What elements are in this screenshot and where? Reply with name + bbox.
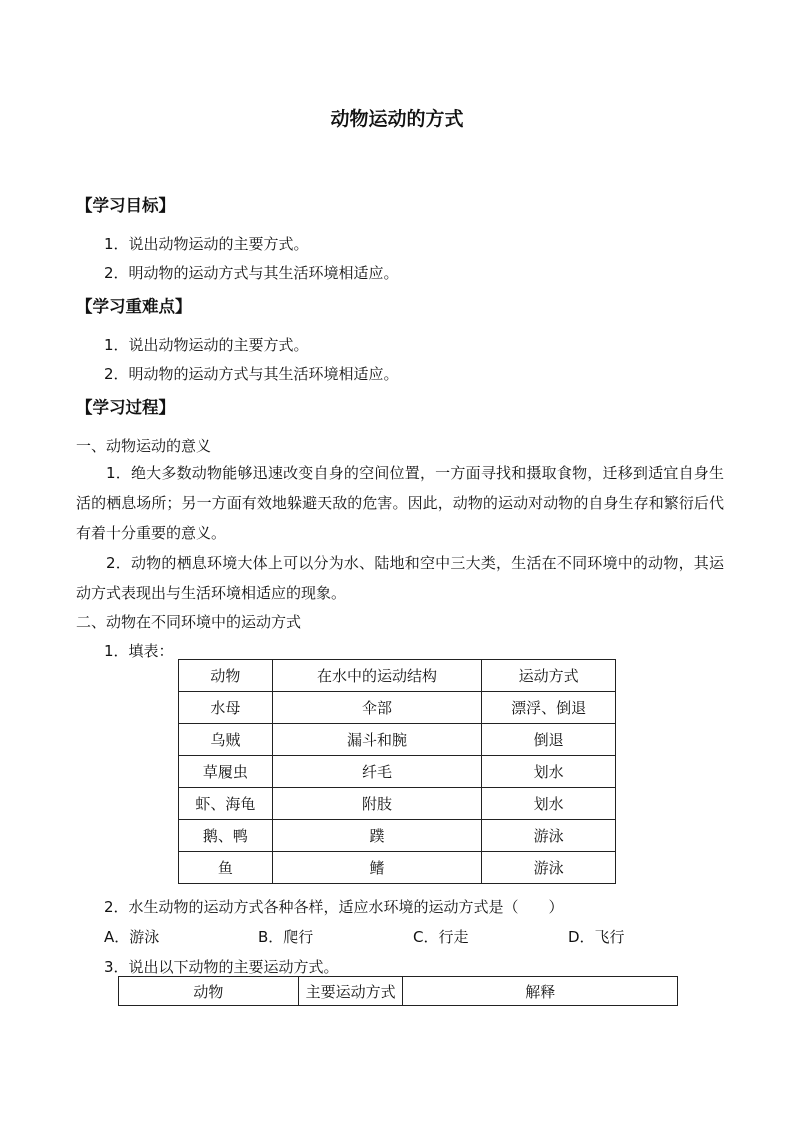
motion-explanation-table <box>118 976 678 1006</box>
table-header-cell: 运动方式 <box>482 660 616 692</box>
table-cell: 蹼 <box>272 820 481 852</box>
table-cell: 虾、海龟 <box>179 788 273 820</box>
table-header-cell: 动物 <box>179 660 273 692</box>
table-cell: 鳍 <box>272 852 481 884</box>
table-row <box>179 724 616 756</box>
table-header-row <box>119 977 678 1006</box>
table-cell: 划水 <box>482 756 616 788</box>
part2-title: 二、动物在不同环境中的运动方式 <box>76 613 302 631</box>
table-cell: 划水 <box>482 788 616 820</box>
table-row <box>179 756 616 788</box>
table-cell: 鱼 <box>179 852 273 884</box>
section-heading-goals: 【学习目标】 <box>76 196 175 215</box>
page-title: 动物运动的方式 <box>330 108 464 130</box>
table-header-cell: 动物 <box>119 977 299 1006</box>
table-cell: 游泳 <box>482 820 616 852</box>
table-row <box>179 692 616 724</box>
table-cell: 游泳 <box>482 852 616 884</box>
table-cell: 漏斗和腕 <box>272 724 481 756</box>
part1-title: 一、动物运动的意义 <box>76 437 212 455</box>
key-point-item-2: 2．明动物的运动方式与其生活环境相适应。 <box>104 365 399 383</box>
question-3: 3．说出以下动物的主要运动方式。 <box>104 958 339 976</box>
table-header-cell: 在水中的运动结构 <box>272 660 481 692</box>
table-cell: 伞部 <box>272 692 481 724</box>
table-row <box>179 820 616 852</box>
goal-item-1: 1．说出动物运动的主要方式。 <box>104 235 309 253</box>
table-cell: 倒退 <box>482 724 616 756</box>
goal-item-2: 2．明动物的运动方式与其生活环境相适应。 <box>104 264 399 282</box>
table-cell: 草履虫 <box>179 756 273 788</box>
part1-paragraph-2: 2．动物的栖息环境大体上可以分为水、陆地和空中三大类，生活在不同环境中的动物，其运动方式表现出与生活环境相适应的现象。 <box>76 554 724 602</box>
table-cell: 附肢 <box>272 788 481 820</box>
table-header-row <box>179 660 616 692</box>
question-1-label: 1．填表： <box>104 642 174 660</box>
table-row <box>179 788 616 820</box>
table-cell: 乌贼 <box>179 724 273 756</box>
movement-table <box>178 659 616 884</box>
question-2-option-d: D．飞行 <box>568 928 625 946</box>
section-heading-key-points: 【学习重难点】 <box>76 297 192 316</box>
table-cell: 漂浮、倒退 <box>482 692 616 724</box>
question-2-option-a: A．游泳 <box>104 928 160 946</box>
table-header-cell: 主要运动方式 <box>298 977 403 1006</box>
question-2: 2．水生动物的运动方式各种各样，适应水环境的运动方式是（ ） <box>104 898 564 916</box>
table-cell: 纤毛 <box>272 756 481 788</box>
key-point-item-1: 1．说出动物运动的主要方式。 <box>104 336 309 354</box>
question-2-option-c: C．行走 <box>413 928 469 946</box>
table-cell: 水母 <box>179 692 273 724</box>
table-header-cell: 解释 <box>403 977 678 1006</box>
table-cell: 鹅、鸭 <box>179 820 273 852</box>
table-row <box>179 852 616 884</box>
section-heading-process: 【学习过程】 <box>76 398 175 417</box>
part1-paragraph-1: 1．绝大多数动物能够迅速改变自身的空间位置，一方面寻找和摄取食物，迁移到适宜自身生活的栖息场所；另一方面有效地躲避天敌的危害。因此，动物的运动对动物的自身生存和繁衍后代有着十分重要的意义。 <box>76 464 724 542</box>
question-2-option-b: B．爬行 <box>258 928 314 946</box>
